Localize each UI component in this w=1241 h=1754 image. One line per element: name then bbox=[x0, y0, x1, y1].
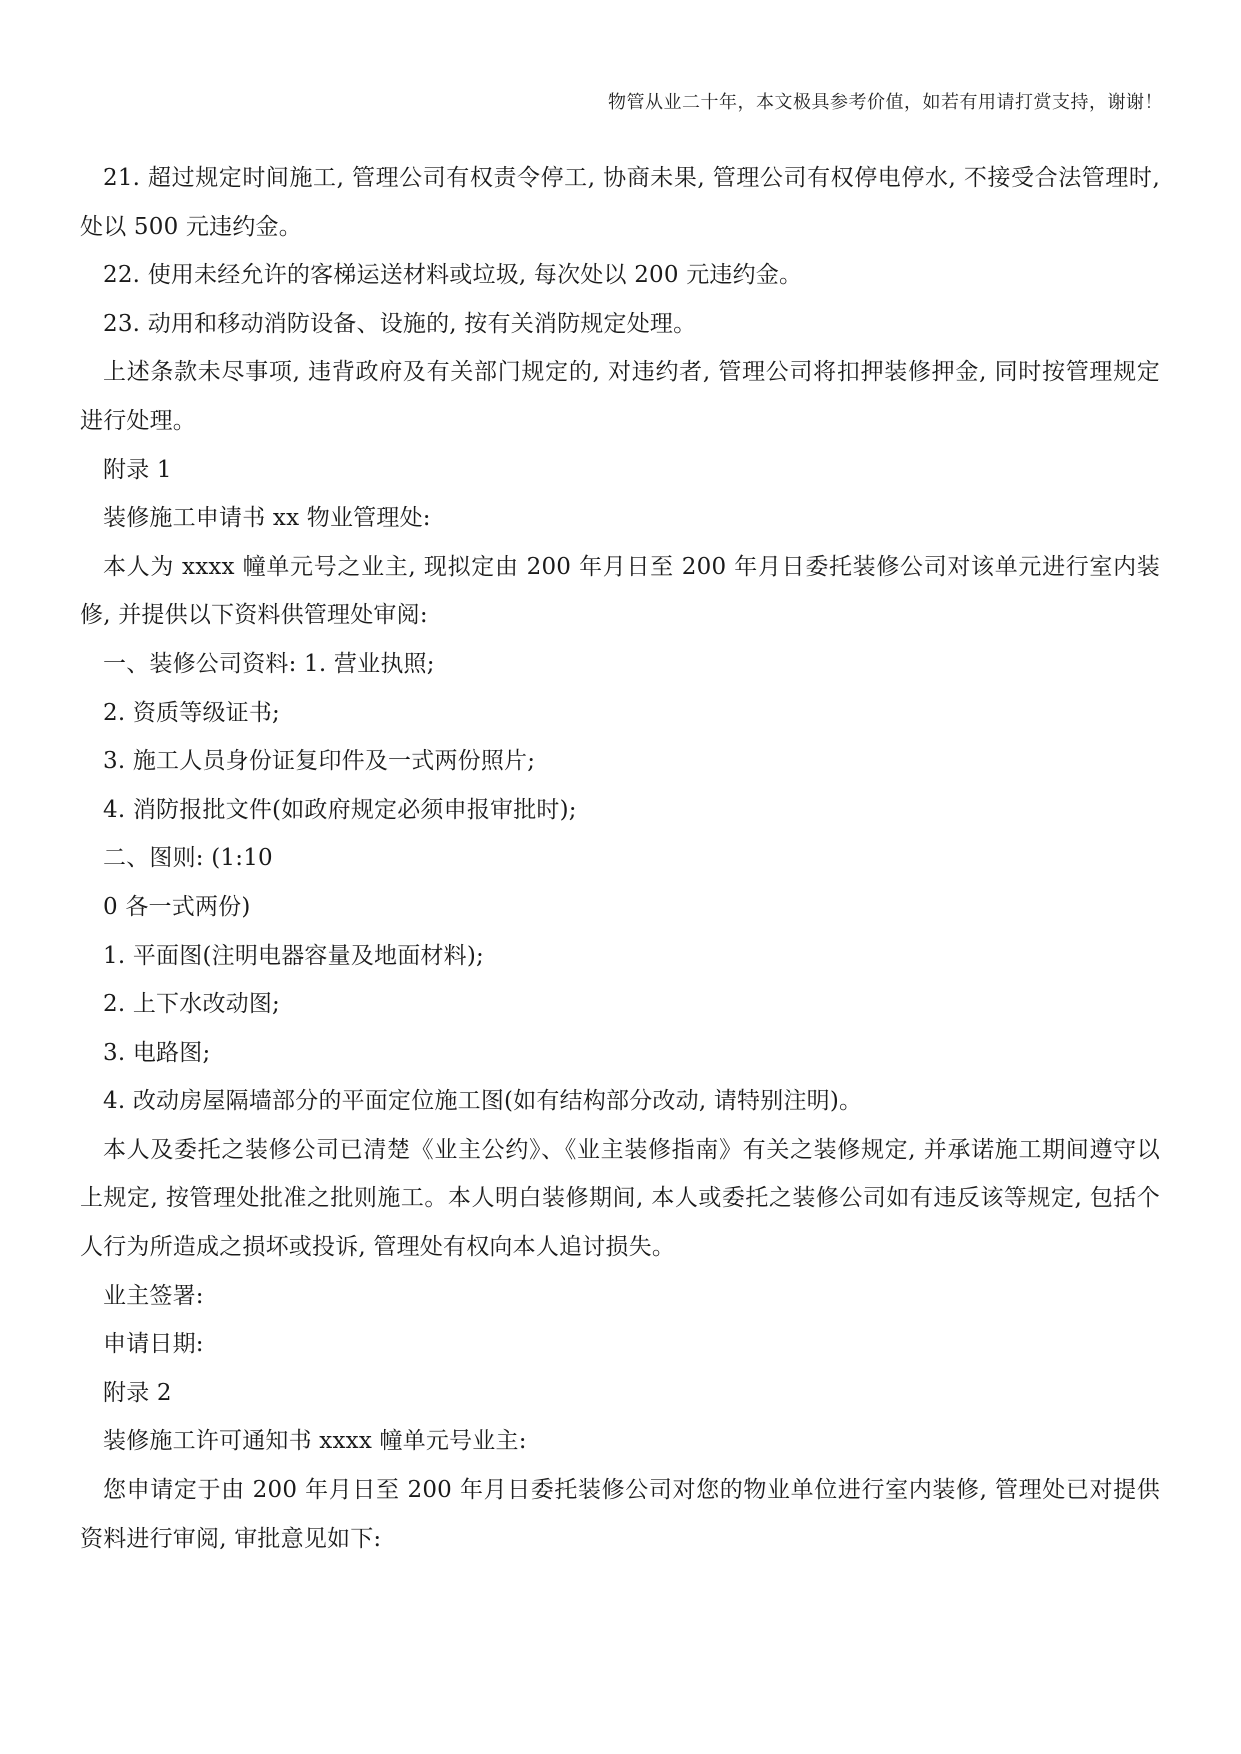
permit-notice-body: 您申请定于由 200 年月日至 200 年月日委托装修公司对您的物业单位进行室内装修, 管理处已对提供资料进行审阅, 审批意见如下: bbox=[80, 1477, 1160, 1552]
company-materials-item-2: 2. 资质等级证书; bbox=[103, 699, 281, 726]
owner-signature-label: 业主签署: bbox=[103, 1282, 204, 1309]
drawings-item-3: 3. 电路图; bbox=[103, 1039, 211, 1066]
drawings-heading: 二、图则: (1:10 bbox=[103, 845, 273, 872]
paragraph-clause-21: 21. 超过规定时间施工, 管理公司有权责令停工, 协商未果, 管理公司有权停电停水, 不接受合法管理时, 处以 500 元违约金。 bbox=[80, 165, 1160, 240]
application-date-label: 申请日期: bbox=[103, 1331, 204, 1358]
company-materials-item-3: 3. 施工人员身份证复印件及一式两份照片; bbox=[103, 748, 536, 775]
appendix-2-heading: 附录 2 bbox=[103, 1379, 172, 1406]
company-materials-item-1: 一、装修公司资料: 1. 营业执照; bbox=[103, 650, 435, 677]
company-materials-item-4: 4. 消防报批文件(如政府规定必须申报审批时); bbox=[103, 796, 577, 823]
paragraph-supplementary-terms: 上述条款未尽事项, 违背政府及有关部门规定的, 对违约者, 管理公司将扣押装修押金, 同时按管理规定进行处理。 bbox=[80, 359, 1160, 434]
paragraph-clause-23: 23. 动用和移动消防设备、设施的, 按有关消防规定处理。 bbox=[103, 310, 697, 337]
document-body bbox=[80, 154, 1160, 1563]
paragraph-clause-22: 22. 使用未经允许的客梯运送材料或垃圾, 每次处以 200 元违约金。 bbox=[103, 262, 803, 289]
appendix-1-heading: 附录 1 bbox=[103, 456, 172, 483]
permit-notice-title: 装修施工许可通知书 xxxx 幢单元号业主: bbox=[103, 1428, 527, 1455]
application-title: 装修施工申请书 xx 物业管理处: bbox=[103, 505, 431, 532]
application-intro: 本人为 xxxx 幢单元号之业主, 现拟定由 200 年月日至 200 年月日委托装修公司对该单元进行室内装修, 并提供以下资料供管理处审阅: bbox=[80, 553, 1160, 629]
drawings-item-1: 1. 平面图(注明电器容量及地面材料); bbox=[103, 942, 484, 969]
owner-commitment: 本人及委托之装修公司已清楚《业主公约》、《业主装修指南》有关之装修规定, 并承诺施工期间遵守以上规定, 按管理处批准之批则施工。本人明白装修期间, 本人或委托之装修公司如有违反该等规定, 包括个人行为所造成之损坏或投诉, 管理处有权向本人追讨损失。 bbox=[80, 1136, 1160, 1261]
drawings-item-2: 2. 上下水改动图; bbox=[103, 991, 281, 1018]
drawings-heading-cont: 0 各一式两份) bbox=[103, 893, 251, 920]
drawings-item-4: 4. 改动房屋隔墙部分的平面定位施工图(如有结构部分改动, 请特别注明)。 bbox=[103, 1088, 863, 1115]
header-note: 物管从业二十年，本文极具参考价值，如若有用请打赏支持，谢谢！ bbox=[608, 92, 1163, 113]
